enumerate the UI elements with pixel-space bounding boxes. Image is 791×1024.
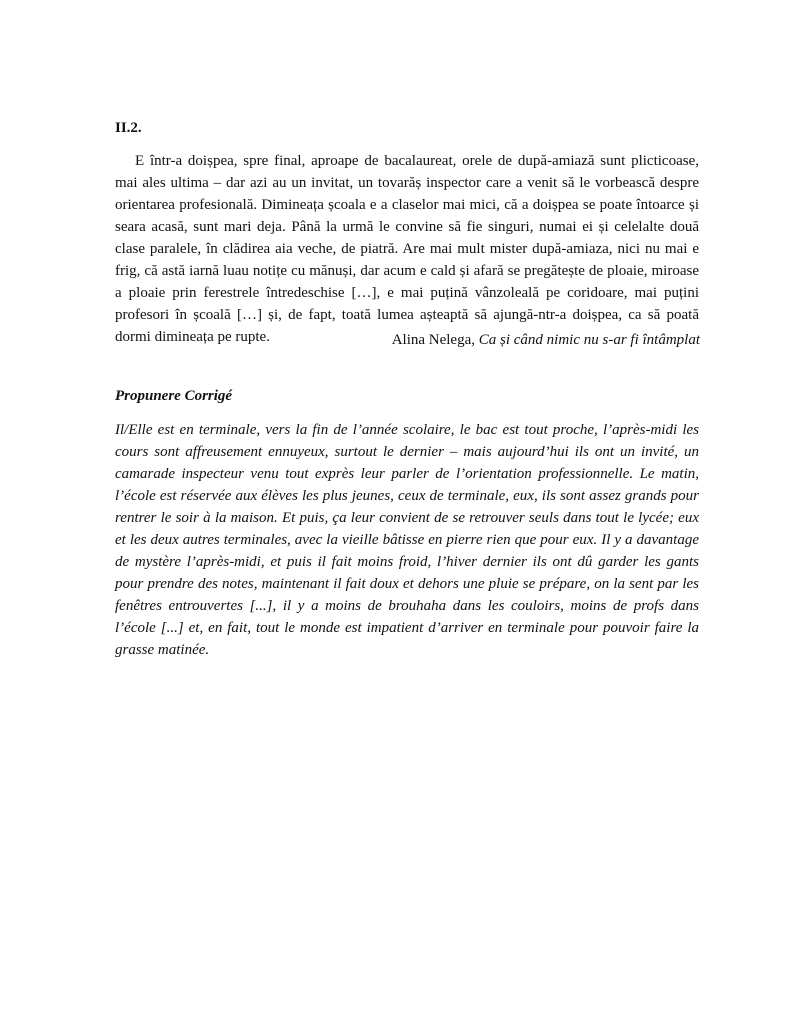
author-name: Alina Nelega, xyxy=(391,332,479,348)
french-translation-paragraph: Il/Elle est en terminale, vers la fin de l’année scolaire, le bac est tout proche, l’après-midi les cours sont affreusement ennuyeux, surtout le dernier – mais aujourd’hui ils ont un invité, un camarade inspecteur venu tout exprès leur parler de l’orientation professionnelle. Le matin, l’école est réservée aux élèves les plus jeunes, ceux de terminale, eux, ils sont assez grands pour rentrer le soir à la maison. Et puis, ça leur convient de se retrouver seuls dans tout le lycée; eux et les deux autres terminales, avec la vieille bâtisse en pierre rien que pour eux. Il y a davantage de mystère l’après-midi, et puis il fait moins froid, l’hiver dernier ils ont dû garder les gants pour prendre des notes, maintenant il fait doux et dehors une pluie se prépare, on la sent par les fenêtres entrouvertes [...], il y a moins de brouhaha dans les couloirs, moins de profs dans l’école [...] et, en fait, tout le monde est impatient d’arriver en terminale pour pouvoir faire la grasse matinée. xyxy=(115,422,699,658)
work-title: Ca și când nimic nu s-ar fi întâmplat xyxy=(478,332,700,348)
proposal-heading: Propunere Corrigé xyxy=(115,388,233,404)
source-attribution xyxy=(392,330,700,350)
section-heading: II.2. xyxy=(115,120,142,136)
romanian-source-paragraph: E într-a doișpea, spre final, aproape de bacalaureat, orele de după-amiază sunt plicticoase, mai ales ultima – dar azi au un invitat, un tovarăș inspector care a venit să le vorbească despre orientarea profesională. Dimineața școala e a claselor mai mici, că a doișpea se poate întoarce și seara acasă, sunt mari deja. Până la urmă le convine să fie singuri, numai ei și celelalte două clase paralele, în clădirea aia veche, de piatră. Are mai mult mister după-amiaza, nici nu mai e frig, că astă iarnă luau notițe cu mănuși, dar acum e cald și afară se pregătește de ploaie, miroase a ploaie prin ferestrele întredeschise […], e mai puțină vânzoleală pe coridoare, mai puțini profesori în școală […] și, de fapt, toată lumea așteaptă să ajungă-ntr-a doișpea, ca să poată dormi dimineața pe rupte. xyxy=(115,153,699,345)
